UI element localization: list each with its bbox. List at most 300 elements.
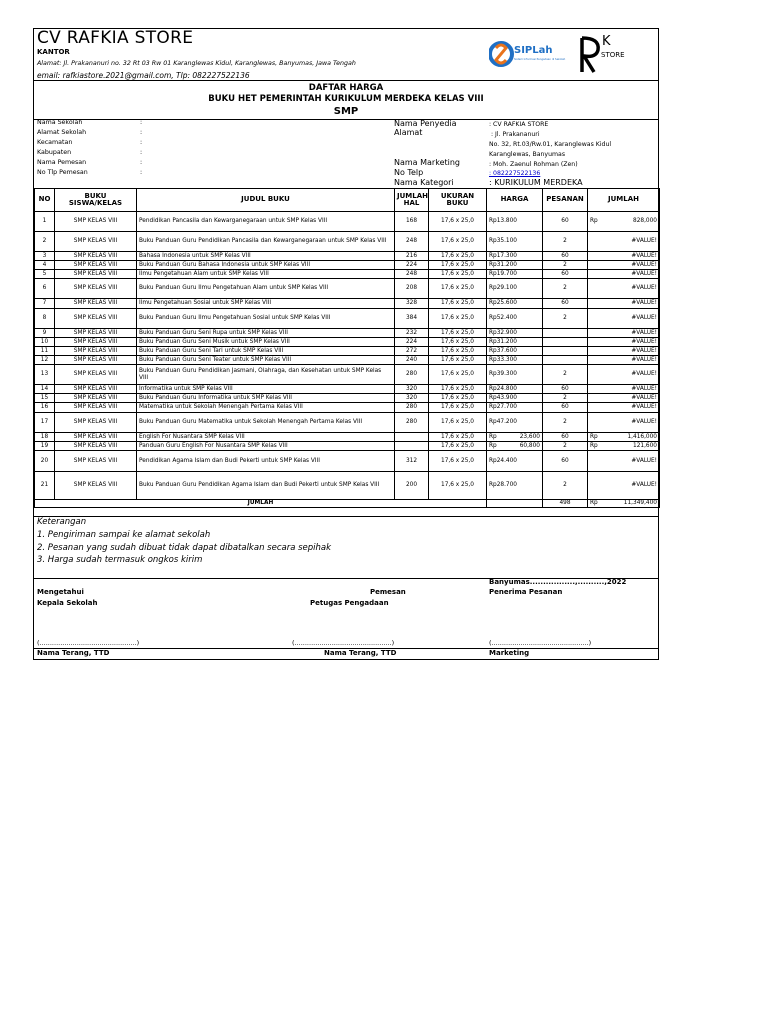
table-header-row (35, 189, 660, 212)
company-address: Alamat: Jl. Prakananuri no. 32 Rt 03 Rw 01 Karanglewas Kidul, Karanglewas, Banyumas, Jawa Tengah (37, 60, 356, 67)
row-no: 6 (35, 279, 55, 299)
row-no: 11 (35, 347, 55, 356)
title-divider (34, 119, 658, 120)
place-date: Banyumas.................,..........,2022 (489, 578, 627, 586)
row-class: SMP KELAS VIII (55, 232, 137, 252)
total-amount (588, 500, 660, 508)
sign-right-label: Penerima Pesanan (489, 588, 563, 596)
row-pages: 272 (395, 347, 429, 356)
row-no: 4 (35, 261, 55, 270)
category-value: : KURIKULUM MERDEKA (489, 178, 583, 187)
row-price-rp: Rp43.900 (489, 394, 517, 401)
row-no: 9 (35, 329, 55, 338)
row-order-qty: 2 (543, 279, 588, 299)
category-label: Nama Kategori (394, 178, 454, 187)
total-rp: Rp (590, 500, 598, 507)
row-size: 17,6 x 25,0 (429, 338, 487, 347)
marketing-value: : Moh. Zaenul Rohman (Zen) (489, 161, 578, 168)
row-title: Buku Panduan Guru Ilmu Pengetahuan Sosial untuk SMP Kelas VIII (137, 309, 395, 329)
row-no: 18 (35, 433, 55, 442)
row-title: Buku Panduan Guru Bahasa Indonesia untuk SMP Kelas VIII (137, 261, 395, 270)
table-row (35, 442, 660, 451)
row-no: 16 (35, 403, 55, 413)
row-size: 17,6 x 25,0 (429, 356, 487, 365)
row-price (487, 433, 543, 442)
row-order-qty: 2 (543, 413, 588, 433)
row-title: Buku Panduan Guru Ilmu Pengetahuan Alam untuk SMP Kelas VIII (137, 279, 395, 299)
row-price-rp: Rp (489, 442, 497, 449)
siplah-logo-subtitle: Sistem Informasi Pengadaan di Sekolah (514, 58, 566, 61)
row-price-rp: Rp24.400 (489, 457, 517, 464)
row-amount-value: #VALUE! (631, 238, 657, 245)
row-price-rp: Rp29.100 (489, 285, 517, 292)
row-price (487, 329, 543, 338)
row-size: 17,6 x 25,0 (429, 261, 487, 270)
row-price-rp: Rp39.300 (489, 371, 517, 378)
row-order-qty: 60 (543, 451, 588, 472)
row-size: 17,6 x 25,0 (429, 347, 487, 356)
row-title: Bahasa Indonesia untuk SMP Kelas VIII (137, 252, 395, 261)
row-class: SMP KELAS VIII (55, 472, 137, 500)
rafkia-store-logo (574, 34, 638, 76)
row-amount (588, 442, 660, 451)
row-no: 21 (35, 472, 55, 500)
row-no: 20 (35, 451, 55, 472)
row-price-rp: Rp47.200 (489, 419, 517, 426)
total-value: 11,349,400 (623, 500, 657, 507)
row-price (487, 385, 543, 394)
row-no: 3 (35, 252, 55, 261)
row-amount (588, 299, 660, 309)
row-title: Ilmu Pengetahuan Alam untuk SMP Kelas VIII (137, 270, 395, 279)
row-price-rp: Rp52.400 (489, 315, 517, 322)
row-price (487, 356, 543, 365)
table-row (35, 309, 660, 329)
row-size: 17,6 x 25,0 (429, 279, 487, 299)
table-row (35, 403, 660, 413)
row-price (487, 394, 543, 403)
total-orders: 498 (543, 500, 588, 508)
row-pages (395, 433, 429, 442)
buyer-field-value[interactable]: : (140, 139, 143, 146)
row-no: 2 (35, 232, 55, 252)
row-amount (588, 413, 660, 433)
row-title: Buku Panduan Guru Seni Tari untuk SMP Kelas VIII (137, 347, 395, 356)
table-row (35, 356, 660, 365)
row-title: Buku Panduan Guru Seni Teater untuk SMP Kelas VIII (137, 356, 395, 365)
row-price-rp: Rp28.700 (489, 482, 517, 489)
logo-k: K (602, 34, 611, 49)
row-class: SMP KELAS VIII (55, 261, 137, 270)
row-amount (588, 252, 660, 261)
row-pages: 280 (395, 413, 429, 433)
row-pages: 224 (395, 338, 429, 347)
row-amount-rp: Rp (590, 442, 598, 449)
table-row (35, 394, 660, 403)
row-order-qty: 60 (543, 403, 588, 413)
table-row (35, 385, 660, 394)
total-label: JUMLAH (35, 500, 487, 508)
row-no: 10 (35, 338, 55, 347)
row-order-qty: 2 (543, 232, 588, 252)
row-class: SMP KELAS VIII (55, 252, 137, 261)
buyer-field-label: Nama Sekolah (37, 119, 83, 126)
sign-mid-line: (...............................................) (292, 639, 395, 647)
row-class: SMP KELAS VIII (55, 433, 137, 442)
row-size: 17,6 x 25,0 (429, 232, 487, 252)
notes-divider (34, 516, 658, 517)
total-price-empty (487, 500, 543, 508)
table-row (35, 451, 660, 472)
row-order-qty: 2 (543, 442, 588, 451)
price-list-sheet (33, 28, 659, 660)
row-amount-value: #VALUE! (631, 300, 657, 307)
row-no: 12 (35, 356, 55, 365)
buyer-field-label: Alamat Sekolah (37, 129, 87, 136)
row-pages: 216 (395, 252, 429, 261)
col-header-size: UKURAN BUKU (429, 189, 487, 212)
row-price (487, 403, 543, 413)
sign-left-name: Nama Terang, TTD (37, 649, 110, 657)
row-order-qty: 60 (543, 270, 588, 279)
row-pages: 280 (395, 403, 429, 413)
row-class: SMP KELAS VIII (55, 309, 137, 329)
row-size: 17,6 x 25,0 (429, 385, 487, 394)
buyer-field-value[interactable]: : (140, 119, 143, 126)
table-row (35, 365, 660, 385)
row-class: SMP KELAS VIII (55, 270, 137, 279)
marketing-label: Nama Marketing (394, 158, 460, 167)
col-header-class: BUKU SISWA/KELAS (55, 189, 137, 212)
row-pages: 248 (395, 232, 429, 252)
row-class: SMP KELAS VIII (55, 385, 137, 394)
row-amount-value: 121,600 (633, 442, 657, 449)
row-order-qty: 2 (543, 394, 588, 403)
row-amount (588, 356, 660, 365)
row-price-rp: Rp13.800 (489, 218, 517, 225)
doc-title-3: SMP (333, 106, 359, 117)
doc-title-1: DAFTAR HARGA (308, 83, 384, 93)
buyer-field-label: No Tlp Pemesan (37, 169, 88, 176)
row-order-qty (543, 347, 588, 356)
row-order-qty: 2 (543, 309, 588, 329)
row-amount (588, 279, 660, 299)
row-amount-value: #VALUE! (631, 285, 657, 292)
row-amount-value: #VALUE! (631, 482, 657, 489)
row-title: Buku Panduan Guru Matematika untuk Sekolah Menengah Pertama Kelas VIII (137, 413, 395, 433)
row-price (487, 252, 543, 261)
row-price (487, 261, 543, 270)
row-class: SMP KELAS VIII (55, 442, 137, 451)
col-header-no: NO (35, 189, 55, 212)
row-order-qty: 60 (543, 299, 588, 309)
row-amount-value: #VALUE! (631, 347, 657, 354)
phone-link[interactable]: : 082227522136 (489, 170, 541, 177)
row-amount-value: #VALUE! (631, 252, 657, 259)
row-no: 8 (35, 309, 55, 329)
row-no: 14 (35, 385, 55, 394)
price-table (34, 188, 660, 508)
siplah-logo-text: SIPLah (514, 45, 553, 56)
row-size: 17,6 x 25,0 (429, 270, 487, 279)
row-pages: 248 (395, 270, 429, 279)
row-amount (588, 329, 660, 338)
row-size: 17,6 x 25,0 (429, 472, 487, 500)
row-price-rp: Rp31.200 (489, 261, 517, 268)
row-order-qty: 60 (543, 385, 588, 394)
row-class: SMP KELAS VIII (55, 365, 137, 385)
seller-address-2: No. 32, Rt.03/Rw.01, Karanglewas Kidul (489, 141, 612, 148)
table-row (35, 232, 660, 252)
siplah-logo (489, 34, 566, 74)
row-order-qty: 60 (543, 433, 588, 442)
total-row (35, 500, 660, 508)
logo-store: STORE (601, 51, 625, 59)
row-pages: 200 (395, 472, 429, 500)
row-amount-value: #VALUE! (631, 404, 657, 411)
table-row (35, 212, 660, 232)
row-title: Pendidikan Agama Islam dan Budi Pekerti untuk SMP Kelas VIII (137, 451, 395, 472)
row-pages: 208 (395, 279, 429, 299)
row-no: 19 (35, 442, 55, 451)
row-title: Informatika untuk SMP Kelas VIII (137, 385, 395, 394)
row-order-qty (543, 338, 588, 347)
sign-mid-name: Nama Terang, TTD (324, 649, 397, 657)
row-price (487, 232, 543, 252)
row-amount (588, 212, 660, 232)
sign-mid-label-2: Petugas Pengadaan (310, 599, 389, 607)
row-pages: 240 (395, 356, 429, 365)
provider-label: Nama Penyedia (394, 119, 457, 128)
sign-mid-label-1: Pemesan (370, 588, 406, 596)
row-price (487, 472, 543, 500)
table-row (35, 270, 660, 279)
table-row (35, 252, 660, 261)
buyer-field-value[interactable]: : (140, 129, 143, 136)
buyer-field-label: Kecamatan (37, 139, 73, 146)
row-price (487, 338, 543, 347)
sign-right-line: (...............................................) (489, 639, 592, 647)
col-header-title: JUDUL BUKU (137, 189, 395, 212)
row-pages: 280 (395, 365, 429, 385)
table-row (35, 329, 660, 338)
row-price-rp: Rp27.700 (489, 404, 517, 411)
sign-right-name: Marketing (489, 649, 530, 657)
row-size: 17,6 x 25,0 (429, 212, 487, 232)
row-class: SMP KELAS VIII (55, 356, 137, 365)
row-size: 17,6 x 25,0 (429, 403, 487, 413)
row-amount (588, 472, 660, 500)
row-amount-value: 828,000 (633, 218, 657, 225)
row-order-qty: 60 (543, 212, 588, 232)
row-price-rp: Rp35.100 (489, 238, 517, 245)
sign-left-label-2: Kepala Sekolah (37, 599, 98, 607)
row-amount-value: #VALUE! (631, 270, 657, 277)
row-size: 17,6 x 25,0 (429, 299, 487, 309)
row-price (487, 451, 543, 472)
row-no: 15 (35, 394, 55, 403)
row-price (487, 270, 543, 279)
col-header-total: JUMLAH (588, 189, 660, 212)
row-amount (588, 261, 660, 270)
row-class: SMP KELAS VIII (55, 338, 137, 347)
row-amount (588, 403, 660, 413)
table-row (35, 413, 660, 433)
row-pages: 328 (395, 299, 429, 309)
row-class: SMP KELAS VIII (55, 299, 137, 309)
row-title: Buku Panduan Guru Pendidikan Agama Islam dan Budi Pekerti untuk SMP Kelas VIII (137, 472, 395, 500)
row-amount-value: #VALUE! (631, 261, 657, 268)
row-class: SMP KELAS VIII (55, 451, 137, 472)
table-row (35, 433, 660, 442)
row-price-value: 23,600 (519, 433, 540, 440)
row-price (487, 442, 543, 451)
row-price-rp: Rp17.300 (489, 252, 517, 259)
row-order-qty (543, 329, 588, 338)
row-amount (588, 433, 660, 442)
row-price-rp: Rp32.900 (489, 329, 517, 336)
row-order-qty (543, 356, 588, 365)
buyer-field-label: Kabupaten (37, 149, 72, 156)
row-size: 17,6 x 25,0 (429, 329, 487, 338)
row-amount (588, 270, 660, 279)
row-amount-rp: Rp (590, 218, 598, 225)
row-amount (588, 365, 660, 385)
row-amount (588, 394, 660, 403)
row-no: 5 (35, 270, 55, 279)
buyer-field-value[interactable]: : (140, 149, 143, 156)
row-title: Buku Panduan Guru Seni Musik untuk SMP Kelas VIII (137, 338, 395, 347)
doc-title-2: BUKU HET PEMERINTAH KURIKULUM MERDEKA KELAS VIII (208, 94, 484, 104)
row-amount-value: #VALUE! (631, 315, 657, 322)
row-title: Buku Panduan Guru Pendidikan Pancasila dan Kewarganegaraan untuk SMP Kelas VIII (137, 232, 395, 252)
row-price-rp: Rp (489, 433, 497, 440)
row-amount (588, 232, 660, 252)
row-title: Buku Panduan Guru Pendidikan Jasmani, Olahraga, dan Kesehatan untuk SMP Kelas VIII (137, 365, 395, 385)
row-price (487, 413, 543, 433)
row-size: 17,6 x 25,0 (429, 252, 487, 261)
seller-address-label: Alamat (394, 128, 423, 137)
row-amount (588, 385, 660, 394)
row-order-qty: 2 (543, 472, 588, 500)
row-amount-value: #VALUE! (631, 457, 657, 464)
row-size: 17,6 x 25,0 (429, 442, 487, 451)
row-amount (588, 309, 660, 329)
row-price (487, 347, 543, 356)
row-amount (588, 347, 660, 356)
buyer-field-label: Nama Pemesan (37, 159, 87, 166)
table-row (35, 347, 660, 356)
row-amount-value: #VALUE! (631, 329, 657, 336)
seller-address-3: Karanglewas, Banyumas (489, 151, 566, 158)
row-size: 17,6 x 25,0 (429, 413, 487, 433)
table-row (35, 472, 660, 500)
row-amount (588, 451, 660, 472)
row-size: 17,6 x 25,0 (429, 309, 487, 329)
note-item: 1. Pengiriman sampai ke alamat sekolah (37, 530, 211, 540)
row-price-rp: Rp19.700 (489, 270, 517, 277)
row-order-qty: 2 (543, 261, 588, 270)
row-size: 17,6 x 25,0 (429, 394, 487, 403)
row-amount-value: #VALUE! (631, 394, 657, 401)
row-class: SMP KELAS VIII (55, 279, 137, 299)
row-price (487, 299, 543, 309)
row-pages: 224 (395, 261, 429, 270)
row-pages: 168 (395, 212, 429, 232)
row-title: Buku Panduan Guru Seni Rupa untuk SMP Kelas VIII (137, 329, 395, 338)
seller-address-1: : Jl. Prakananuri (491, 131, 540, 138)
row-size: 17,6 x 25,0 (429, 433, 487, 442)
row-amount-value: 1,416,000 (627, 433, 657, 440)
row-class: SMP KELAS VIII (55, 212, 137, 232)
row-class: SMP KELAS VIII (55, 394, 137, 403)
row-order-qty: 2 (543, 365, 588, 385)
notes-title: Keterangan (37, 517, 87, 527)
row-amount (588, 338, 660, 347)
note-item: 2. Pesanan yang sudah dibuat tidak dapat dibatalkan secara sepihak (37, 543, 332, 553)
row-class: SMP KELAS VIII (55, 329, 137, 338)
row-class: SMP KELAS VIII (55, 347, 137, 356)
row-pages (395, 442, 429, 451)
row-size: 17,6 x 25,0 (429, 451, 487, 472)
company-contact: email: rafkiastore.2021@gmail.com, Tlp: 082227522136 (37, 71, 250, 80)
row-price (487, 279, 543, 299)
col-header-pages: JUMLAH HAL (395, 189, 429, 212)
row-class: SMP KELAS VIII (55, 403, 137, 413)
row-title: Ilmu Pengetahuan Sosial untuk SMP Kelas VIII (137, 299, 395, 309)
row-price-value: 60,800 (519, 442, 540, 449)
row-class: SMP KELAS VIII (55, 413, 137, 433)
row-no: 7 (35, 299, 55, 309)
office-label: KANTOR (37, 48, 70, 56)
col-header-price: HARGA (487, 189, 543, 212)
row-price (487, 365, 543, 385)
sign-left-label-1: Mengetahui (37, 588, 84, 596)
header-divider (34, 80, 658, 81)
row-title: Buku Panduan Guru Informatika untuk SMP Kelas VIII (137, 394, 395, 403)
phone-label: No Telp (394, 168, 424, 177)
row-amount-value: #VALUE! (631, 338, 657, 345)
row-price-rp: Rp31.200 (489, 338, 517, 345)
row-no: 13 (35, 365, 55, 385)
row-amount-rp: Rp (590, 433, 598, 440)
table-row (35, 338, 660, 347)
row-pages: 320 (395, 385, 429, 394)
row-pages: 232 (395, 329, 429, 338)
row-price (487, 212, 543, 232)
sign-left-line: (...............................................) (37, 639, 140, 647)
col-header-order: PESANAN (543, 189, 588, 212)
row-price (487, 309, 543, 329)
row-amount-value: #VALUE! (631, 419, 657, 426)
row-amount-value: #VALUE! (631, 356, 657, 363)
row-price-rp: Rp24.800 (489, 385, 517, 392)
buyer-field-value[interactable]: : (140, 169, 143, 176)
row-amount-value: #VALUE! (631, 385, 657, 392)
note-item: 3. Harga sudah termasuk ongkos kirim (37, 555, 203, 565)
row-order-qty: 60 (543, 252, 588, 261)
company-name: CV RAFKIA STORE (37, 28, 194, 48)
row-amount-value: #VALUE! (631, 371, 657, 378)
row-pages: 320 (395, 394, 429, 403)
table-row (35, 261, 660, 270)
row-title: Panduan Guru English For Nusantara SMP Kelas VIII (137, 442, 395, 451)
provider-value: : CV RAFKIA STORE (489, 121, 549, 128)
row-no: 17 (35, 413, 55, 433)
row-title: English For Nusantara SMP Kelas VIII (137, 433, 395, 442)
buyer-field-value[interactable]: : (140, 159, 143, 166)
table-row (35, 299, 660, 309)
